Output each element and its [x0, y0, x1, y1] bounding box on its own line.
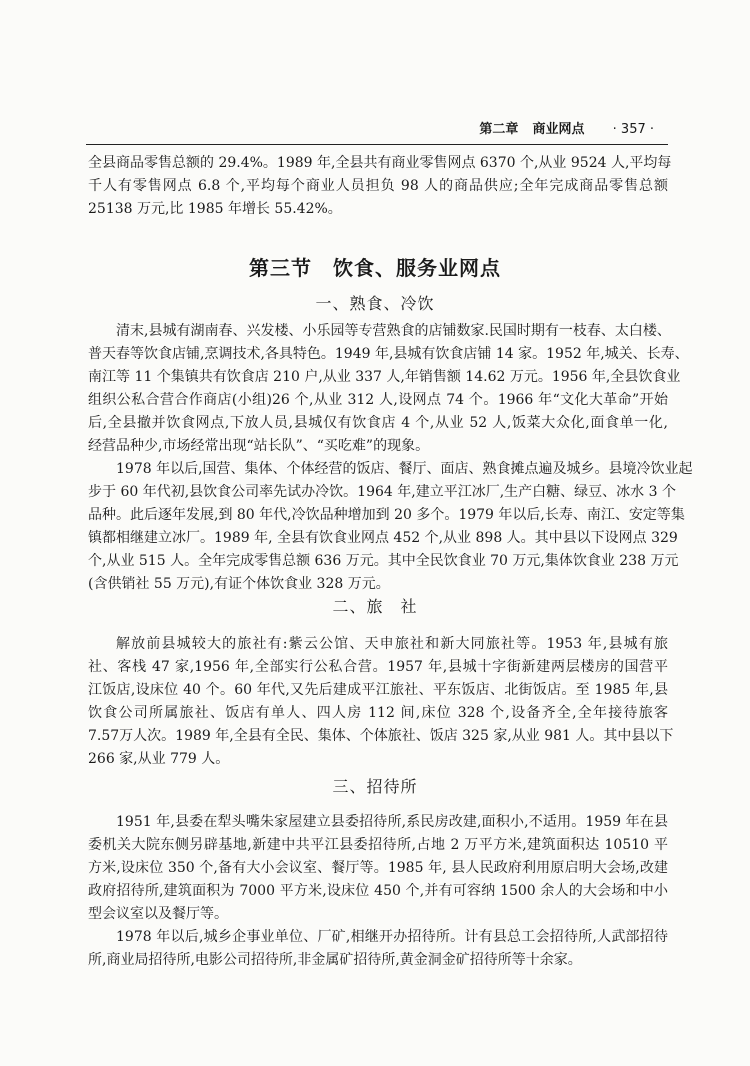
- subsection-title-3: 三、招待所: [332, 777, 418, 796]
- section-title: 第三节 饮食、服务业网点: [249, 256, 501, 280]
- text-line: 1978 年以后,国营、集体、个体经营的饭店、餐厅、面店、熟食摊点遍及城乡。县境冷饮业起: [116, 461, 693, 477]
- text-line: 1978 年以后,城乡企事业单位、厂矿,相继开办招待所。计有县总工会招待所,人武部招待: [116, 929, 668, 945]
- text-line: 解放前县城较大的旅社有:紫云公馆、天申旅社和新大同旅社等。1953 年,县城有旅: [116, 636, 668, 652]
- text-line: 全县商品零售总额的 29.4%。1989 年,全县共有商业零售网点 6370 个,从业 9524 人,平均每: [88, 155, 672, 171]
- text-line: 经营品种少,市场经常出现“站长队”、“买吃难”的现象。: [88, 438, 430, 454]
- paragraph-guesthouses-2: [88, 926, 668, 972]
- text-line: 普天春等饮食店铺,烹调技术,各具特色。1949 年,县城有饮食店铺 14 家。1952 年,城关、长寿、: [88, 346, 689, 362]
- text-line: 型会议室以及餐厅等。: [88, 906, 228, 922]
- intro-paragraph: [88, 152, 672, 221]
- text-line: 方米,设床位 350 个,备有大小会议室、餐厅等。1985 年, 县人民政府利用原启明大会场,改建: [88, 860, 668, 876]
- running-header: [479, 118, 654, 137]
- text-line: 饮食公司所属旅社、饭店有单人、四人房 112 间,床位 328 个,设备齐全,全年接待旅客: [88, 705, 668, 721]
- paragraph-guesthouses-1: [88, 811, 668, 926]
- subsection-title-2: 二、旅 社: [332, 597, 418, 616]
- chapter-label: 第二章: [479, 122, 519, 137]
- text-line: 266 家,从业 779 人。: [88, 751, 230, 767]
- text-line: 个,从业 515 人。全年完成零售总额 636 万元。其中全民饮食业 70 万元,集体饮食业 238 万元: [88, 553, 679, 569]
- paragraph-cold-drinks: [88, 458, 693, 596]
- text-line: 1951 年,县委在犁头嘴朱家屋建立县委招待所,系民房改建,面积小,不适用。1959 年在县: [116, 814, 668, 830]
- text-line: (含供销社 55 万元),有证个体饮食业 328 万元。: [88, 576, 390, 592]
- text-line: 品种。此后逐年发展,到 80 年代,冷饮品种增加到 20 多个。1979 年以后,长寿、南江、安定等集: [88, 507, 685, 523]
- text-line: 社、客栈 47 家,1956 年,全部实行公私合营。1957 年,县城十字街新建两层楼房的国营平: [88, 659, 668, 675]
- text-line: 南江等 11 个集镇共有饮食店 210 户,从业 337 人,年销售额 14.62 万元。1956 年,全县饮食业: [88, 369, 681, 385]
- header-rule: [86, 144, 668, 145]
- text-line: 25138 万元,比 1985 年增长 55.42%。: [88, 201, 342, 217]
- text-line: 委机关大院东侧另辟基地,新建中共平江县委招待所,占地 2 万平方米,建筑面积达 10510 平: [88, 837, 668, 853]
- text-line: 步于 60 年代初,县饮食公司率先试办冷饮。1964 年,建立平江冰厂,生产白糖、绿豆、冰水 3 个: [88, 484, 676, 500]
- text-line: 江饭店,设床位 40 个。60 年代,又先后建成平江旅社、平东饭店、北街饭店。至 1985 年,县: [88, 682, 668, 698]
- text-line: 镇都相继建立冰厂。1989 年, 全县有饮食业网点 452 个,从业 898 人。其中县以下设网点 329: [88, 530, 678, 546]
- text-line: 7.57万人次。1989 年,全县有全民、集体、个体旅社、饭店 325 家,从业 981 人。其中县以下: [88, 728, 674, 744]
- text-line: 千人有零售网点 6.8 个,平均每个商业人员担负 98 人的商品供应;全年完成商品零售总额: [88, 178, 668, 194]
- text-line: 后,全县撤并饮食网点,下放人员,县城仅有饮食店 4 个,从业 52 人,饭菜大众化,面食单一化,: [88, 415, 668, 431]
- paragraph-hotels: [88, 633, 674, 771]
- text-line: 清末,县城有湖南春、兴发楼、小乐园等专营熟食的店铺数家.民国时期有一枝春、太白楼、: [116, 323, 671, 339]
- chapter-title: 商业网点: [532, 122, 585, 137]
- text-line: 所,商业局招待所,电影公司招待所,非金属矿招待所,黄金洞金矿招待所等十余家。: [88, 952, 582, 968]
- paragraph-cooked-food-1: [88, 320, 689, 458]
- subsection-title-1: 一、熟食、冷饮: [315, 294, 435, 313]
- text-line: 组织公私合营合作商店(小组)26 个,从业 312 人,设网点 74 个。1966 年“文化大革命”开始: [88, 392, 668, 408]
- page-number: · 357 ·: [612, 122, 654, 137]
- text-line: 政府招待所,建筑面积为 7000 平方米,设床位 450 个,并有可容纳 1500 余人的大会场和中小: [88, 883, 668, 899]
